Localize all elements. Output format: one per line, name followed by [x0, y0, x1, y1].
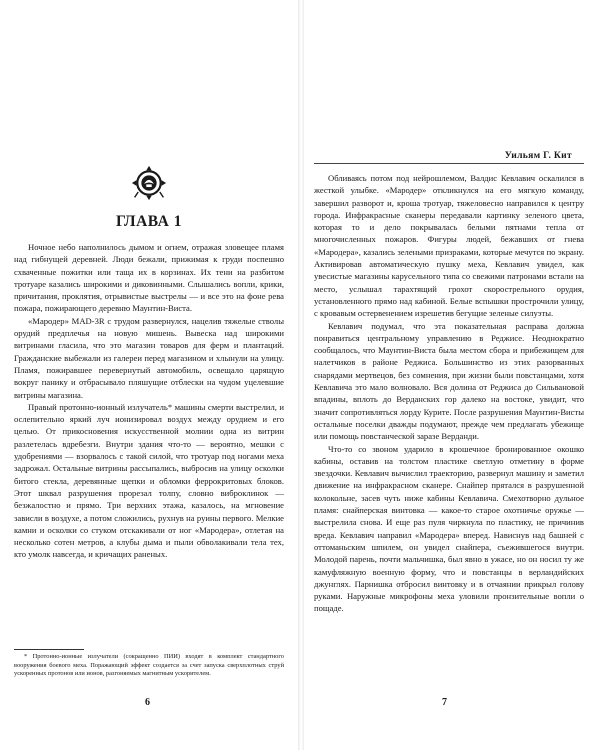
running-head: Уильям Г. Кит [504, 150, 572, 161]
footnote-rule [14, 649, 84, 650]
chapter-title: ГЛАВА 1 [116, 213, 182, 230]
page-number-left: 6 [145, 697, 150, 708]
footnote: * Протонно-ионные излучатели (сокращенно ПИИ) входят в комплект стандартного вооружения боевого меха. Поражающий эффект создается за счет запуска сверхплотных струй ускоренных протонов или ионов, разгоняемых магнитным ускорителем. [14, 653, 284, 678]
left-paragraph-2: «Мародер» MAD-3R с трудом развернулся, нацелив тяжелые стволы орудий предплечья на новую мишень. Вывеска над широкими витринами гласила, что это магазин товаров для ферм и плантаций. Гражданские выбежали из галереи перед магазином и хлынули на улицу. Пламя, пожиравшее перевернутый автомобиль, освещало царящую вокруг панику и отбрасывало пляшущие отблески на чудом уцелевшие витрины магазина. [14, 315, 284, 400]
left-paragraph-3: Правый протонно-ионный излучатель* машины смерти выстрелил, и ослепительно яркий луч ионизировал воздух между орудием и его целью. От прикосновения искусственной молнии одна из витрин разлетелась вдребезги. Внутри здания что-то — вероятно, мешки с удобрениями — взорвалось с такой силой, что тротуар под ногами меха задрожал. Остальные витрины рассыпались, выбросив на улицу осколки битого стекла, деревянные щепки и обломки феррокритовых блоков. Этот шквал разрушения прорезал толпу, словно виброклинок — безжалостно и прямо. Три верхних этажа, казалось, на мгновение зависли в воздухе, а потом сложились, рухнув на руины первого. Мелкие камни и осколки со стуком отскакивали от ног «Мародера», отлетая на несколько сотен метров, а клубы дыма и пыли обволакивали тела тех, кто умолк навсегда, и кричащих раненых. [14, 401, 284, 560]
left-paragraph-1: Ночное небо наполнилось дымом и огнем, отражая зловещее пламя над гибнущей деревней. Люди бежали, прижимая к груди поспешно схваченные пожитки или таща их в корзинах. Их тени на разбитом тротуаре казались широкими и диковинными. Слышались вопли, крики, причитания, проклятия, отрывистые выстрелы — и все это на фоне рева пожара, пожирающего деревню Маунтин-Виста. [14, 242, 284, 314]
clan-crest-icon [131, 165, 167, 201]
page-number-right: 7 [442, 697, 447, 708]
left-page [0, 0, 298, 750]
right-page [304, 0, 600, 750]
running-head-rule [314, 163, 584, 164]
right-body-text [314, 172, 584, 687]
right-paragraph-2: Кевлавич подумал, что эта показательная расправа должна понравиться центральному управлению в Реджисе. Неоднократно сообщалось, что Маунтин-Виста была местом сбора и прибежищем для налетчиков в районе Реджиса. Большинство из этих разорванных снарядами мертвецов, без сомнения, при жизни были повстанцами, хотя Кевлавича это мало волновало. Вся долина от Реджиса до Сильвановой впадины, вплоть до Верданских гор далеко на востоке, увидит, что значит сопротивляться лорду Курите. После разрушения Маунтин-Висты остальные поселки дважды подумают, прежде чем предлагать убежище или помощь повстанческой заразе Верданди. [314, 320, 584, 442]
right-paragraph-3: Что-то со звоном ударило в крошечное бронированное окошко кабины, оставив на толстом пластике светлую отметину в форме звездочки. Кевлавич вычислил траекторию, развернул машину и заметил движение на инфракрасном сканере. Снайпер прятался в разрушенной колокольне, засев чуть ниже кабины Кевлавича. Смехотворно дульное пламя: снайперская винтовка — какое-то старое охотничье оружье — выстрелила снова. И еще раз пуля чиркнула по пластику, не причинив вреда. Кевлавич направил «Мародера» вперед. Нависнув над башней с оттоманьским шпилем, он увидел снайпера, съежившегося внутри. Молодой парень, почти мальчишка, был явно в ужасе, но он носил ту же камуфляжную военную форму, что и повстанцы в верландийских джунглях. Парнишка отбросил винтовку и в отчаянии прикрыл голову руками. Наружные микрофоны меха уловили пронзительные вопли о пощаде. [314, 443, 584, 614]
right-paragraph-1: Обливаясь потом под нейрошлемом, Валдис Кевлавич оскалился в жесткой улыбке. «Мародер» откликнулся на его мягкую команду, завершил разворот и, кроша тротуар, тяжеловесно направился к центру города. Инфракрасные сканеры передавали картинку зеленого цвета, которая то и дело покрывалась белыми пятнами тепла от многочисленных пожаров. Фигуры людей, бежавших от гнева «Мародера», казались зелеными призраками, которые мечутся по экрану. Активировав автоматическую пушку меха, Кевлавич увидел, как увесистые магазины карусельного типа со свежими патронами встали на место, услышал тарахтящий грохот скорострельного орудия, установленного прямо над кабиной. Белые вспышки прострочили улицу, с кровавым остервенением изрешетив бегущие зеленые силуэты. [314, 173, 584, 319]
left-body-text [14, 241, 284, 636]
